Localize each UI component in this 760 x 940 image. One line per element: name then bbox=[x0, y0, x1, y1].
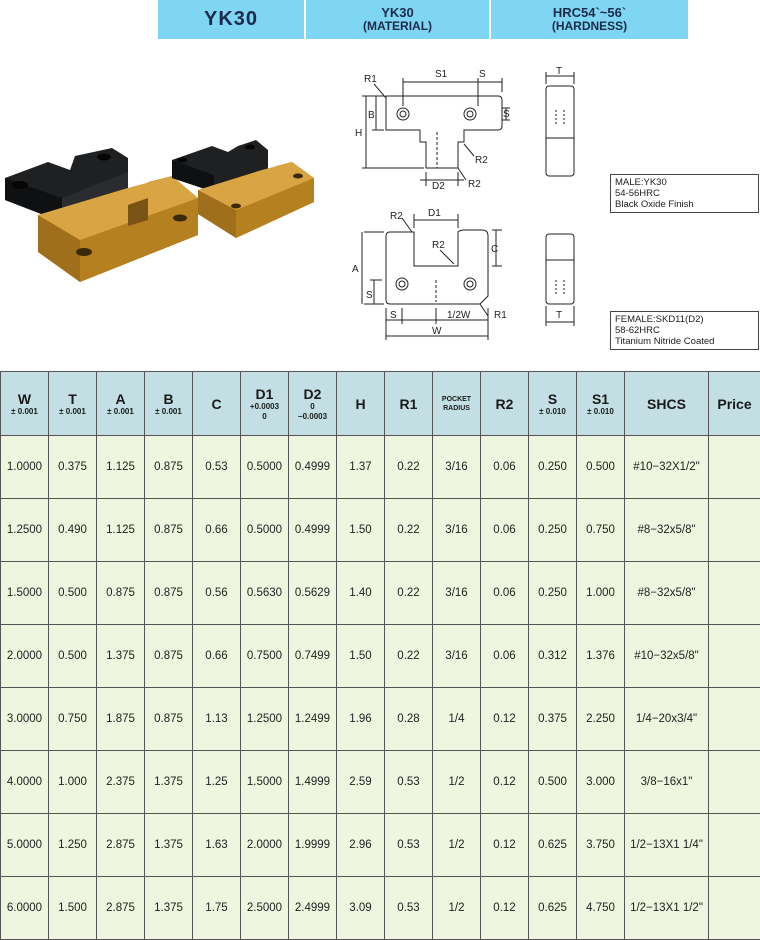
table-cell: 0.500 bbox=[49, 625, 97, 688]
label-s-bottom: S bbox=[390, 310, 397, 321]
table-cell: 0.625 bbox=[529, 877, 577, 940]
table-cell: 1.250 bbox=[49, 814, 97, 877]
female-note-box bbox=[610, 311, 759, 350]
table-cell: 0.06 bbox=[481, 562, 529, 625]
table-cell: 1/2 bbox=[433, 814, 481, 877]
column-header-sub: ± 0.001 bbox=[145, 407, 192, 417]
table-cell: 0.22 bbox=[385, 499, 433, 562]
table-cell: 0.5629 bbox=[289, 562, 337, 625]
male-note-line: 54-56HRC bbox=[615, 188, 754, 199]
table-cell: 2.0000 bbox=[241, 814, 289, 877]
table-cell: 3/8−16x1" bbox=[625, 751, 709, 814]
table-cell: 0.22 bbox=[385, 625, 433, 688]
column-header-label: A bbox=[97, 391, 144, 407]
table-row bbox=[1, 562, 760, 625]
table-cell: 2.875 bbox=[97, 877, 145, 940]
table-cell: 1.125 bbox=[97, 499, 145, 562]
column-header-label: SHCS bbox=[625, 396, 708, 412]
column-header bbox=[337, 372, 385, 436]
table-cell: 1.875 bbox=[97, 688, 145, 751]
table-row bbox=[1, 877, 760, 940]
table-cell: 0.5000 bbox=[241, 499, 289, 562]
table-cell: 0.28 bbox=[385, 688, 433, 751]
table-cell: 1.375 bbox=[145, 751, 193, 814]
material-header bbox=[306, 0, 489, 39]
female-side-view bbox=[536, 230, 586, 330]
table-cell: 3.750 bbox=[577, 814, 625, 877]
table-cell: #10−32X1/2" bbox=[625, 436, 709, 499]
table-row bbox=[1, 751, 760, 814]
table-row bbox=[1, 625, 760, 688]
table-cell: 3/16 bbox=[433, 625, 481, 688]
table-cell: 0.53 bbox=[385, 877, 433, 940]
table-header bbox=[1, 372, 760, 436]
label-r1: R1 bbox=[364, 74, 377, 85]
table-cell: 0.12 bbox=[481, 688, 529, 751]
label-b: B bbox=[368, 110, 375, 121]
column-header-sub: ± 0.010 bbox=[529, 407, 576, 417]
table-row bbox=[1, 814, 760, 877]
column-header-sub: ± 0.010 bbox=[577, 407, 624, 417]
table-cell: 1.2500 bbox=[1, 499, 49, 562]
label-d2: D2 bbox=[432, 181, 445, 192]
table-cell bbox=[709, 436, 760, 499]
table-cell: 0.750 bbox=[577, 499, 625, 562]
column-header-sub: RADIUS bbox=[433, 404, 480, 413]
table-cell: 1.5000 bbox=[241, 751, 289, 814]
table-cell: 0.12 bbox=[481, 751, 529, 814]
table-cell: 0.5000 bbox=[241, 436, 289, 499]
table-cell: 0.7499 bbox=[289, 625, 337, 688]
female-note-line: 58-62HRC bbox=[615, 325, 754, 336]
table-cell: 1.2499 bbox=[289, 688, 337, 751]
label-a: A bbox=[352, 264, 359, 275]
female-note-line: FEMALE:SKD11(D2) bbox=[615, 314, 754, 325]
table-cell: 0.7500 bbox=[241, 625, 289, 688]
column-header bbox=[1, 372, 49, 436]
table-cell: 0.500 bbox=[577, 436, 625, 499]
label-t: T bbox=[556, 66, 562, 77]
hardness-header bbox=[491, 0, 688, 39]
female-note-line: Titanium Nitride Coated bbox=[615, 336, 754, 347]
table-cell: 4.0000 bbox=[1, 751, 49, 814]
table-cell bbox=[709, 688, 760, 751]
material-label: (MATERIAL) bbox=[363, 20, 432, 33]
column-header bbox=[385, 372, 433, 436]
column-header-sub: POCKET bbox=[433, 395, 480, 404]
male-note-line: Black Oxide Finish bbox=[615, 199, 754, 210]
table-cell: 1.13 bbox=[193, 688, 241, 751]
table-cell: 3/16 bbox=[433, 562, 481, 625]
table-cell: 0.06 bbox=[481, 499, 529, 562]
table-cell: 0.22 bbox=[385, 436, 433, 499]
table-cell: 0.375 bbox=[529, 688, 577, 751]
table-cell: 0.500 bbox=[529, 751, 577, 814]
table-cell: 1.96 bbox=[337, 688, 385, 751]
column-header-label: H bbox=[337, 396, 384, 412]
table-cell bbox=[709, 751, 760, 814]
table-cell: 1/2−13X1 1/2" bbox=[625, 877, 709, 940]
table-cell: 2.250 bbox=[577, 688, 625, 751]
label-s-side-bottom: S bbox=[366, 290, 373, 301]
table-cell: 3/16 bbox=[433, 436, 481, 499]
table-cell: 1.000 bbox=[49, 751, 97, 814]
table-cell: 0.875 bbox=[145, 625, 193, 688]
table-cell: 1/4−20x3/4" bbox=[625, 688, 709, 751]
label-d1: D1 bbox=[428, 208, 441, 219]
table-cell: 0.12 bbox=[481, 877, 529, 940]
product-code: YK30 bbox=[204, 8, 258, 31]
column-header-sub: −0.0003 bbox=[289, 412, 336, 422]
table-cell: 3/16 bbox=[433, 499, 481, 562]
table-cell: 0.06 bbox=[481, 436, 529, 499]
table-cell: 1.25 bbox=[193, 751, 241, 814]
table-cell: 1.375 bbox=[97, 625, 145, 688]
table-cell: 1.125 bbox=[97, 436, 145, 499]
column-header-sub: ± 0.001 bbox=[1, 407, 48, 417]
table-cell: 1.50 bbox=[337, 499, 385, 562]
table-cell: 1/2 bbox=[433, 877, 481, 940]
table-cell: 3.000 bbox=[577, 751, 625, 814]
table-row bbox=[1, 499, 760, 562]
table-cell: 1.50 bbox=[337, 625, 385, 688]
table-cell: 1.500 bbox=[49, 877, 97, 940]
product-photo bbox=[0, 140, 320, 310]
label-w: W bbox=[432, 326, 442, 337]
table-cell: 0.4999 bbox=[289, 436, 337, 499]
column-header bbox=[577, 372, 625, 436]
table-cell: 0.875 bbox=[145, 436, 193, 499]
male-note-line: MALE:YK30 bbox=[615, 177, 754, 188]
table-cell: 3.0000 bbox=[1, 688, 49, 751]
column-header-label: D2 bbox=[289, 386, 336, 402]
column-header-label: S bbox=[529, 391, 576, 407]
column-header-label: R1 bbox=[385, 396, 432, 412]
column-header bbox=[481, 372, 529, 436]
table-row bbox=[1, 688, 760, 751]
table-cell: 0.490 bbox=[49, 499, 97, 562]
header-row bbox=[1, 372, 760, 436]
table-cell: 3.09 bbox=[337, 877, 385, 940]
table-cell: 1.75 bbox=[193, 877, 241, 940]
table-cell: 1.2500 bbox=[241, 688, 289, 751]
table-cell: 2.0000 bbox=[1, 625, 49, 688]
label-c: C bbox=[491, 244, 498, 255]
table-cell: 0.53 bbox=[193, 436, 241, 499]
column-header-sub: ± 0.001 bbox=[49, 407, 96, 417]
column-header bbox=[709, 372, 760, 436]
label-s: S bbox=[479, 69, 486, 80]
table-cell bbox=[709, 499, 760, 562]
table-cell: 0.250 bbox=[529, 436, 577, 499]
table-cell: 2.375 bbox=[97, 751, 145, 814]
table-cell: 0.53 bbox=[385, 751, 433, 814]
table-cell: 0.500 bbox=[49, 562, 97, 625]
label-r2b-bottom: R2 bbox=[432, 240, 445, 251]
column-header-label: B bbox=[145, 391, 192, 407]
table-cell: 4.750 bbox=[577, 877, 625, 940]
column-header-label: D1 bbox=[241, 386, 288, 402]
label-s1: S1 bbox=[435, 69, 448, 80]
table-cell: 0.312 bbox=[529, 625, 577, 688]
table-row bbox=[1, 436, 760, 499]
table-cell: 6.0000 bbox=[1, 877, 49, 940]
column-header bbox=[241, 372, 289, 436]
table-cell: 2.875 bbox=[97, 814, 145, 877]
label-r2a: R2 bbox=[475, 155, 488, 166]
column-header-label: Price bbox=[709, 396, 760, 412]
table-cell: 0.66 bbox=[193, 625, 241, 688]
table-cell: 1.000 bbox=[577, 562, 625, 625]
label-h: H bbox=[355, 128, 362, 139]
column-header-sub: +0.0003 bbox=[241, 402, 288, 412]
table-cell: 0.5630 bbox=[241, 562, 289, 625]
column-header-label: T bbox=[49, 391, 96, 407]
column-header-label: R2 bbox=[481, 396, 528, 412]
label-r1-bottom: R1 bbox=[494, 310, 507, 321]
table-cell: 0.625 bbox=[529, 814, 577, 877]
column-header-label: W bbox=[1, 391, 48, 407]
label-r2b: R2 bbox=[468, 179, 481, 190]
table-cell: 0.06 bbox=[481, 625, 529, 688]
table-cell: #8−32x5/8" bbox=[625, 562, 709, 625]
table-cell: 2.4999 bbox=[289, 877, 337, 940]
table-cell: 1.0000 bbox=[1, 436, 49, 499]
column-header bbox=[49, 372, 97, 436]
table-cell: 1.9999 bbox=[289, 814, 337, 877]
table-cell: 1.37 bbox=[337, 436, 385, 499]
table-cell bbox=[709, 562, 760, 625]
column-header-label: C bbox=[193, 396, 240, 412]
table-cell: 0.375 bbox=[49, 436, 97, 499]
table-cell: 1.375 bbox=[145, 877, 193, 940]
table-cell: #8−32x5/8" bbox=[625, 499, 709, 562]
table-cell: 0.53 bbox=[385, 814, 433, 877]
label-r2a-bottom: R2 bbox=[390, 211, 403, 222]
table-cell: 5.0000 bbox=[1, 814, 49, 877]
male-part-drawing bbox=[340, 62, 520, 194]
column-header-sub: ± 0.001 bbox=[97, 407, 144, 417]
table-cell: 1.63 bbox=[193, 814, 241, 877]
table-cell: 1.376 bbox=[577, 625, 625, 688]
spec-table bbox=[0, 371, 760, 940]
table-cell: 0.750 bbox=[49, 688, 97, 751]
table-cell: 2.5000 bbox=[241, 877, 289, 940]
table-cell: 0.12 bbox=[481, 814, 529, 877]
column-header bbox=[97, 372, 145, 436]
table-cell: 0.875 bbox=[145, 499, 193, 562]
hardness-value: HRC54`~56` bbox=[553, 6, 626, 20]
table-cell: 1/2 bbox=[433, 751, 481, 814]
table-cell: 0.875 bbox=[145, 688, 193, 751]
column-header bbox=[433, 372, 481, 436]
table-cell: 0.875 bbox=[97, 562, 145, 625]
table-cell: 0.875 bbox=[145, 562, 193, 625]
male-note-box bbox=[610, 174, 759, 213]
label-s-side: S bbox=[503, 109, 510, 120]
table-cell: #10−32x5/8" bbox=[625, 625, 709, 688]
table-cell: 1/2−13X1 1/4" bbox=[625, 814, 709, 877]
table-cell: 0.66 bbox=[193, 499, 241, 562]
column-header bbox=[145, 372, 193, 436]
table-cell: 0.22 bbox=[385, 562, 433, 625]
table-cell: 1.375 bbox=[145, 814, 193, 877]
column-header-label: S1 bbox=[577, 391, 624, 407]
product-code-header bbox=[158, 0, 304, 39]
column-header bbox=[529, 372, 577, 436]
table-cell: 0.250 bbox=[529, 562, 577, 625]
table-cell bbox=[709, 814, 760, 877]
table-cell: 2.59 bbox=[337, 751, 385, 814]
column-header-sub: 0 bbox=[241, 412, 288, 422]
column-header bbox=[625, 372, 709, 436]
table-cell: 0.56 bbox=[193, 562, 241, 625]
table-cell: 0.250 bbox=[529, 499, 577, 562]
table-cell: 1/4 bbox=[433, 688, 481, 751]
column-header bbox=[289, 372, 337, 436]
table-cell bbox=[709, 877, 760, 940]
table-cell: 1.40 bbox=[337, 562, 385, 625]
female-part-drawing bbox=[340, 200, 520, 348]
column-header-sub: 0 bbox=[289, 402, 336, 412]
table-cell: 1.4999 bbox=[289, 751, 337, 814]
table-cell: 1.5000 bbox=[1, 562, 49, 625]
label-t-bottom: T bbox=[556, 310, 562, 321]
label-half-w: 1/2W bbox=[447, 310, 471, 321]
table-cell: 2.96 bbox=[337, 814, 385, 877]
table-cell: 0.4999 bbox=[289, 499, 337, 562]
column-header bbox=[193, 372, 241, 436]
male-side-view bbox=[536, 66, 586, 182]
table-cell bbox=[709, 625, 760, 688]
material-value: YK30 bbox=[381, 6, 414, 20]
hardness-label: (HARDNESS) bbox=[552, 20, 627, 33]
table-body bbox=[1, 436, 760, 940]
